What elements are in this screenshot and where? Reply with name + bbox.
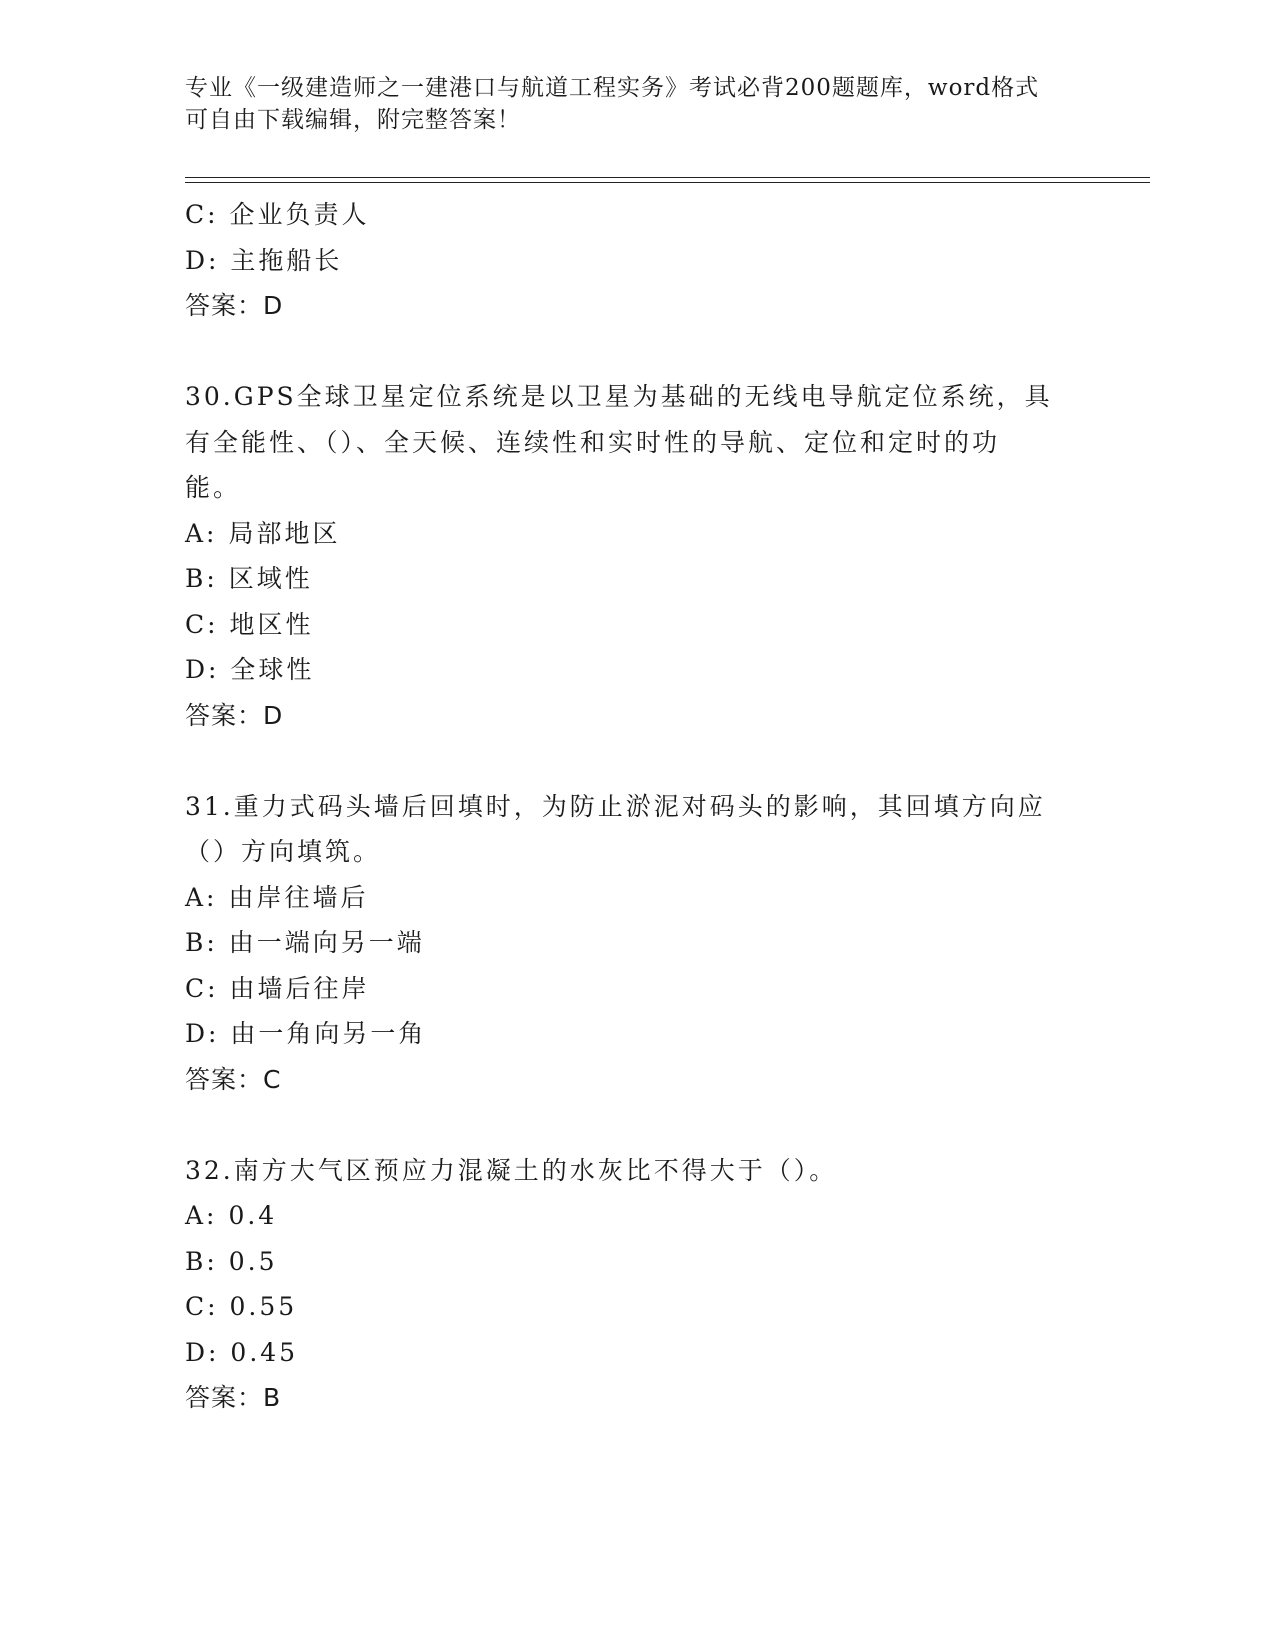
option-d (185, 647, 1085, 693)
option-letter: D: (185, 245, 220, 275)
header-divider-bottom (185, 182, 1150, 183)
option-c (185, 966, 1085, 1012)
option-letter: A: (185, 882, 218, 912)
option-a (185, 511, 1085, 557)
option-letter: A: (185, 518, 218, 548)
document-header (185, 72, 1085, 136)
option-text: 由岸往墙后 (228, 882, 369, 912)
option-c (185, 1284, 1085, 1330)
option-letter: D: (185, 1019, 220, 1048)
option-letter: C: (185, 1292, 219, 1321)
stem-line: 31.重力式码头墙后回填时，为防止淤泥对码头的影响，其回填方向应 (185, 791, 1046, 821)
option-text: 由一角向另一角 (230, 1019, 427, 1048)
option-c (185, 192, 1085, 238)
option-b (185, 556, 1085, 602)
option-text: 地区性 (229, 609, 314, 639)
option-text: 0.4 (228, 1201, 278, 1230)
option-b (185, 1239, 1085, 1285)
option-letter: B: (185, 1246, 218, 1276)
option-letter: C: (185, 200, 219, 229)
option-text: 局部地区 (228, 518, 341, 548)
question-stem (185, 1148, 1085, 1194)
question-stem (185, 784, 1085, 875)
header-title-line-1: 专业《一级建造师之一建港口与航道工程实务》考试必背200题题库，word格式 (185, 75, 1040, 101)
spacer (185, 329, 1085, 375)
stem-line: 有全能性、（）、全天候、连续性和实时性的导航、定位和定时的功 (185, 427, 1001, 457)
option-letter: B: (185, 928, 218, 957)
option-b (185, 920, 1085, 966)
stem-line: 32.南方大气区预应力混凝土的水灰比不得大于（）。 (185, 1155, 838, 1185)
option-text: 全球性 (230, 655, 315, 684)
option-letter: D: (185, 1337, 220, 1367)
answer-line: 答案：B (185, 1383, 282, 1412)
spacer (185, 738, 1085, 784)
question-32 (185, 1148, 1085, 1421)
option-letter: A: (185, 1201, 218, 1230)
header-title-line-2: 可自由下载编辑，附完整答案！ (185, 107, 521, 133)
option-text: 企业负责人 (229, 200, 370, 229)
question-list (185, 192, 1085, 1421)
option-c (185, 602, 1085, 648)
question-29-partial (185, 192, 1085, 329)
option-text: 由墙后往岸 (229, 973, 370, 1003)
option-a (185, 1193, 1085, 1239)
option-letter: C: (185, 609, 219, 639)
option-letter: D: (185, 655, 220, 684)
header-divider-top (185, 177, 1150, 178)
stem-line: 能。 (185, 473, 242, 502)
option-text: 0.45 (230, 1337, 299, 1367)
option-letter: C: (185, 973, 219, 1003)
answer-line: 答案：C (185, 1064, 282, 1094)
question-30 (185, 374, 1085, 738)
answer-line: 答案：D (185, 291, 284, 320)
option-text: 主拖船长 (230, 245, 343, 275)
question-31 (185, 784, 1085, 1103)
option-text: 0.55 (229, 1292, 298, 1321)
option-d (185, 1011, 1085, 1057)
answer-line: 答案：D (185, 700, 284, 730)
question-stem (185, 374, 1085, 511)
option-letter: B: (185, 564, 218, 593)
stem-line: 30.GPS全球卫星定位系统是以卫星为基础的无线电导航定位系统，具 (185, 382, 1053, 411)
option-text: 区域性 (228, 564, 313, 593)
option-d (185, 1330, 1085, 1376)
option-a (185, 875, 1085, 921)
spacer (185, 1102, 1085, 1148)
option-text: 0.5 (228, 1246, 278, 1276)
option-text: 由一端向另一端 (228, 928, 425, 957)
stem-line: （）方向填筑。 (185, 837, 382, 866)
option-d (185, 238, 1085, 284)
